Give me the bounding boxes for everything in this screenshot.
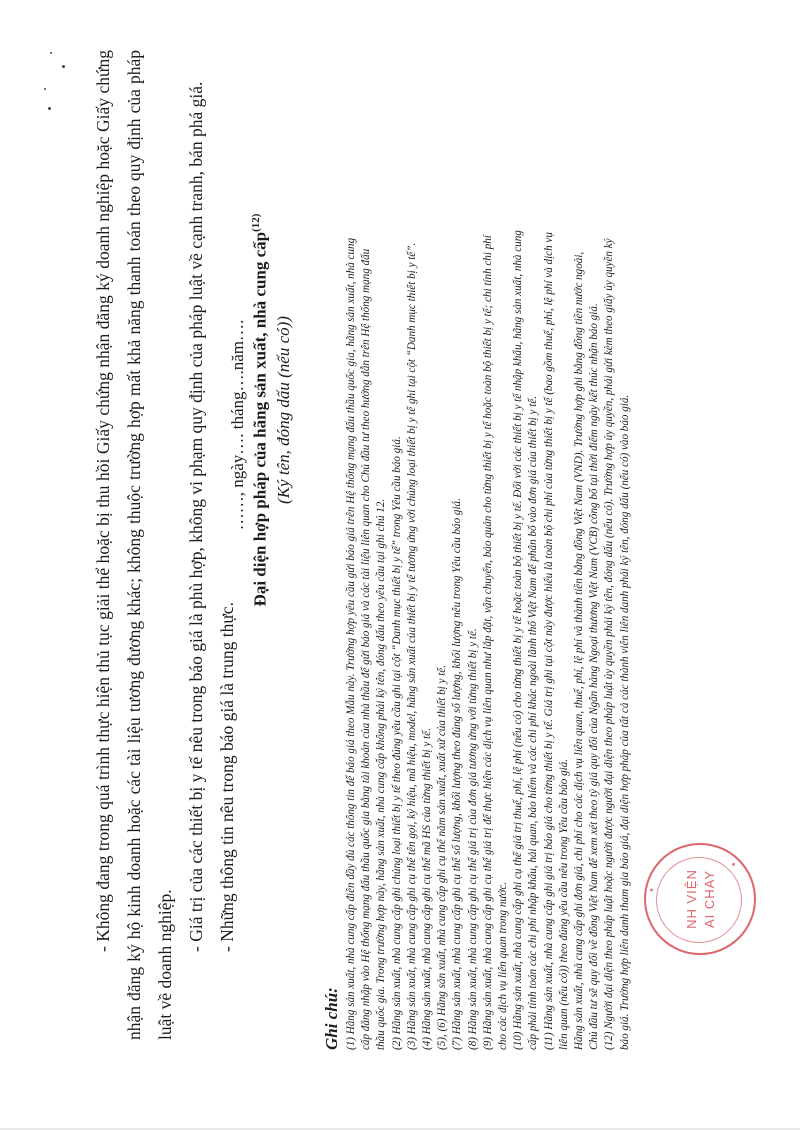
note-line: (7) Hãng sản xuất, nhà cung cấp ghi cụ thể số lượng, khối lượng theo đúng số lượng, khối lượng nêu trong Yêu cầu báo giá. [451, 498, 464, 1050]
notes-list [344, 40, 633, 1050]
note-line: (10) Hãng sản xuất, nhà cung cấp ghi cụ thể giá trị thuế, phí, lệ phí (nếu có) cho từng thiết bị y tế hoặc toàn bộ thiết bị y tế. Đối với các thiết bị y tế nhập khẩu, hãng sản xuất, nhà cung [512, 230, 525, 1050]
note-line: cấp phải tính toán các chi phí nhập khẩu, hải quan, bảo hiểm và các chi phí khác ngoài lãnh thổ Việt Nam để phân bổ vào đơn giá của thiết bị y tế. [527, 396, 540, 1050]
notes-heading: Ghi chú: [322, 987, 341, 1050]
speck [62, 65, 65, 68]
note-line: (12) Người đại diện theo pháp luật hoặc người được người đại diện theo pháp luật ủy quyền phải ký tên, đóng dấu (nếu có). Trường hợp ủy quyền, phải gửi kèm theo giấy ủy quyền ký [603, 238, 616, 1050]
stamp-ring-mark: ✦ [729, 859, 739, 869]
note-line: (11) Hãng sản xuất, nhà cung cấp ghi giá trị báo giá cho từng thiết bị y tế. Giá trị ghi tại cột này được hiểu là toàn bộ chi phí của từng thiết bị y tế (bao gồm thuế, phí, lệ phí và dịch vụ [542, 232, 555, 1050]
signature-date: ……, ngày…. tháng….năm…. [228, 319, 247, 531]
stamp-text-line-1: NH VIỆN [684, 869, 699, 929]
red-stamp [644, 843, 756, 955]
stamp-ring-mark: ✦ [648, 886, 657, 895]
note-line: (3) Hãng sản xuất, nhà cung cấp ghi cụ thể tên gọi, ký hiệu, mã hiệu, model, hãng sản xuất của thiết bị y tế tương ứng với chủng loại thiết bị y tế ghi tại cột “Danh mục thiết bị y tế”. [405, 242, 418, 1050]
note-line: Chủ đầu tư sẽ quy đổi về đồng Việt Nam để xem xét theo tỷ giá quy đổi của Ngân hàng Ngoại thương Việt Nam (VCB) công bố tại thời điểm ngày kết thúc nhận báo giá. [588, 303, 601, 1050]
commitment-paragraph-3: - Những thông tin nêu trong báo giá là trung thực. [217, 602, 237, 952]
stamp-inner-ring [656, 857, 742, 943]
signature-subtitle: (Ký tên, đóng dấu (nếu có)) [274, 316, 293, 504]
signature-title-text: Đại diện hợp pháp của hãng sản xuất, nhà cung cấp [250, 231, 270, 607]
commitment-paragraph-2: - Giá trị của các thiết bị y tế nêu trong báo giá là phù hợp, không vi phạm quy định của pháp luật về cạnh tranh, bán phá giá. [186, 81, 206, 952]
note-line: (4) Hãng sản xuất, nhà cung cấp ghi cụ thể mã HS của từng thiết bị y tế. [421, 728, 434, 1050]
commitment-section [88, 50, 243, 1040]
note-line: cho các dịch vụ liên quan trong nước. [497, 881, 510, 1050]
speck [44, 88, 46, 90]
commitment-paragraph-1: - Không đang trong quá trình thực hiện thủ tục giải thể hoặc bị thu hồi Giấy chứng nhận đăng ký doanh nghiệp hoặc Giấy chứng nhận đăng ký hộ kinh doanh hoặc các tài liệu tương đương khác; không thuộc trường hợp mất khả năng thanh toán theo quy định của pháp luật về doanh nghiệp. [93, 50, 175, 1040]
note-line: thầu quốc gia. Trong trường hợp này, hãng sản xuất, nhà cung cấp không phải ký tên, đóng dấu theo yêu cầu tại ghi chú 12. [375, 498, 388, 1050]
scan-specks [40, 40, 80, 120]
note-line: (8) Hãng sản xuất, nhà cung cấp ghi cụ thể giá trị của đơn giá tương ứng với từng thiết bị y tế. [466, 628, 479, 1050]
speck [50, 52, 52, 54]
speck [48, 107, 51, 110]
note-line: (2) Hãng sản xuất, nhà cung cấp ghi chủng loại thiết bị y tế theo đúng yêu cầu ghi tại cột “Danh mục thiết bị y tế” trong Yêu cầu báo giá. [390, 436, 403, 1050]
note-line: Hãng sản xuất, nhà cung cấp ghi đơn giá, chi phí cho các dịch vụ liên quan, thuế, phí, lệ phí và thành tiền bằng đồng Việt Nam (VND). Trường hợp ghi bằng đồng tiền nước ngoài, [573, 251, 586, 1050]
note-line: (5), (6) Hãng sản xuất, nhà cung cấp ghi cụ thể năm sản xuất, xuất xứ của thiết bị y tế. [436, 664, 449, 1050]
note-line: (1) Hãng sản xuất, nhà cung cấp điền đầy đủ các thông tin để báo giá theo Mẫu này. Trường hợp yêu cầu gửi báo giá trên Hệ thống mạng đấu thầu quốc gia, hãng sản xuất, nhà cung [345, 237, 357, 1050]
note-line: liên quan (nếu có)) theo đúng yêu cầu nêu trong Yêu cầu báo giá. [557, 758, 570, 1050]
stamp-text-line-2: AI CHAY [702, 869, 717, 929]
signature-title-footnote: (12) [250, 213, 262, 232]
note-line: cấp đăng nhập vào Hệ thống mạng đấu thầu quốc gia bằng tài khoản của nhà thầu để gửi báo giá và các tài liệu liên quan cho Chủ đầu tư theo hướng dẫn trên Hệ thống mạng đấu [360, 248, 373, 1050]
note-line: báo giá. Trường hợp liên danh tham gia báo giá, đại diện hợp pháp của tất cả các thành viên liên danh phải ký tên, đóng dấu (nếu có) vào báo giá. [618, 394, 631, 1050]
signature-title [250, 70, 271, 750]
note-line: (9) Hãng sản xuất, nhà cung cấp ghi cụ thể giá trị để thực hiện các dịch vụ liên quan như lắp đặt, vận chuyển, bảo quản cho từng thiết bị y tế hoặc toàn bộ thiết bị y tế; chi tính chi phí [481, 235, 494, 1050]
